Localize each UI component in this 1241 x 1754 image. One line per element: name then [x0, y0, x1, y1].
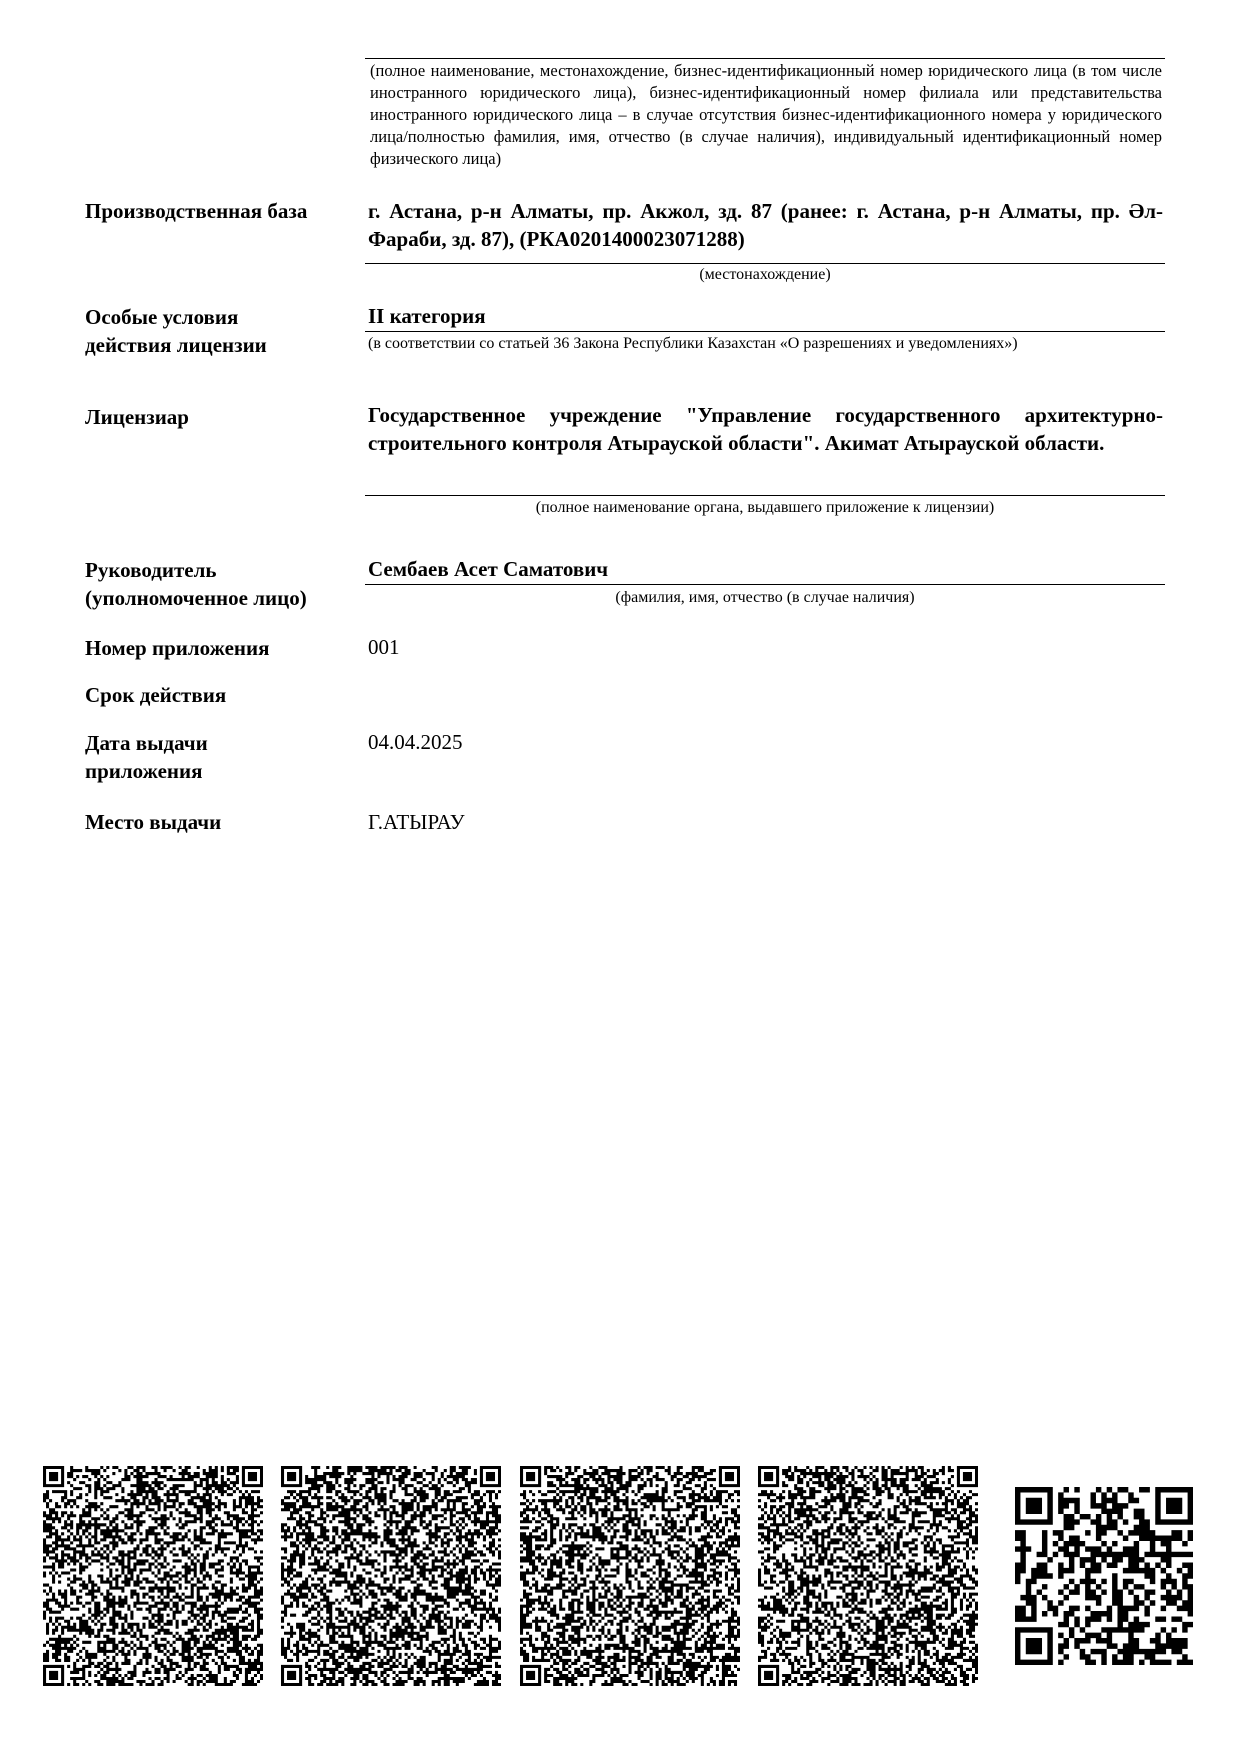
issue-place-value: Г.АТЫРАУ — [368, 810, 465, 834]
appendix-number-value: 001 — [368, 635, 400, 659]
head-label: Руководитель (уполномоченное лицо) — [85, 558, 307, 610]
validity-label: Срок действия — [85, 683, 227, 707]
production-base-value: г. Астана, р-н Алматы, пр. Акжол, зд. 87 (ранее: г. Астана, р-н Алматы, пр. Әл-Фараби, зд. 87), (РКА0201400023071288) — [368, 199, 1163, 251]
licensor-value: Государственное учреждение "Управление государственного архитектурно-строительного контроля Атырауской области". Акимат Атырауской области. — [368, 403, 1163, 455]
production-base-caption: (местонахождение) — [699, 266, 831, 283]
qr-code-icon — [1015, 1487, 1193, 1665]
head-value: Сембаев Асет Саматович — [368, 557, 609, 581]
applicant-caption: (полное наименование, местонахождение, бизнес-идентификационный номер юридического лица (в том числе иностранного юридического лица), бизнес-идентификационный номер филиала или представительства иностранного юридического лица – в случае отсутствия бизнес-идентификационного номера у юридического лица/полностью фамилия, имя, отчество (в случае наличия), индивидуальный идентификационный номер физического лица) — [370, 61, 1162, 168]
issue-date-label: Дата выдачи приложения — [85, 731, 208, 783]
qr-code-icon — [520, 1466, 740, 1686]
applicant-rule — [365, 58, 1165, 59]
head-caption: (фамилия, имя, отчество (в случае наличия) — [615, 589, 915, 606]
issue-date-value: 04.04.2025 — [368, 730, 463, 754]
special-conditions-rule — [365, 331, 1165, 332]
licensor-label: Лицензиар — [85, 405, 189, 429]
special-conditions-caption: (в соответствии со статьей 36 Закона Республики Казахстан «О разрешениях и уведомлениях») — [368, 335, 1018, 352]
issue-place-label: Место выдачи — [85, 810, 222, 834]
qr-code-icon — [758, 1466, 978, 1686]
head-rule — [365, 584, 1165, 585]
qr-code-icon — [281, 1466, 501, 1686]
production-base-label: Производственная база — [85, 199, 308, 223]
qr-code-icon — [43, 1466, 263, 1686]
licensor-caption: (полное наименование органа, выдавшего приложение к лицензии) — [535, 499, 995, 516]
appendix-number-label: Номер приложения — [85, 636, 270, 660]
special-conditions-value: II категория — [368, 304, 486, 328]
licensor-rule — [365, 495, 1165, 496]
production-base-rule — [365, 263, 1165, 264]
special-conditions-label: Особые условия действия лицензии — [85, 305, 267, 357]
